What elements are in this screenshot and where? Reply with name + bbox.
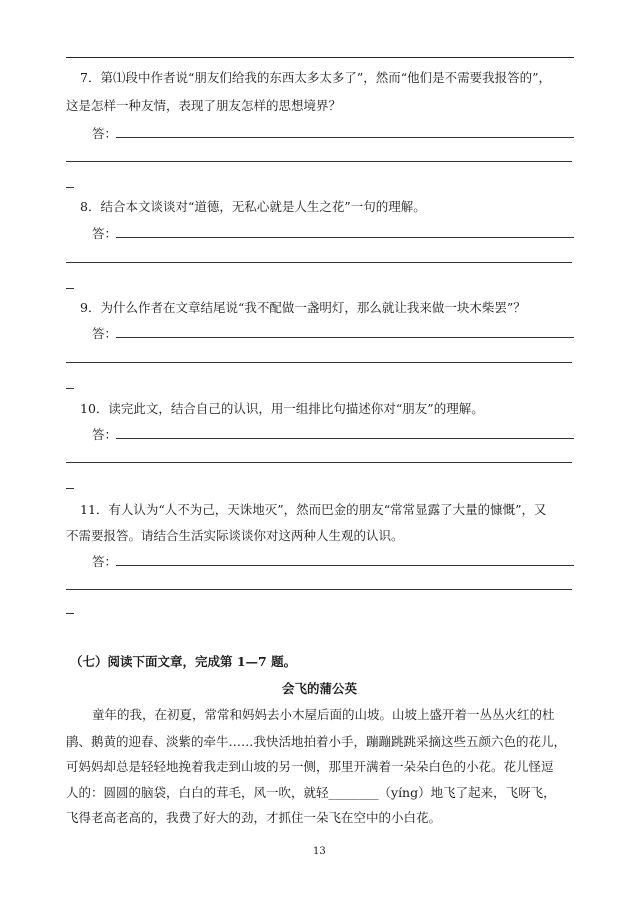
question-7-answer-label: 答： bbox=[92, 126, 118, 141]
question-11-line-1: 11．有人认为“人不为己，天诛地灭”，然而巴金的朋友“常常显露了大量的慷慨”，又 bbox=[80, 502, 547, 517]
question-9-answer-line-3[interactable] bbox=[66, 388, 74, 389]
question-10-answer-line-3[interactable] bbox=[66, 488, 74, 489]
question-8-answer-line-2[interactable] bbox=[66, 262, 572, 263]
question-7-answer-line-1[interactable] bbox=[116, 137, 574, 138]
question-11-answer-line-1[interactable] bbox=[116, 565, 574, 566]
question-11-answer-line-2[interactable] bbox=[66, 589, 572, 590]
question-7-line-2: 这是怎样一种友情，表现了朋友怎样的思想境界？ bbox=[66, 98, 342, 113]
question-10-line-1: 10．读完此文，结合自己的认识，用一组排比句描述你对“朋友”的理解。 bbox=[80, 401, 484, 416]
question-9-answer-line-1[interactable] bbox=[116, 337, 574, 338]
question-9-answer-line-2[interactable] bbox=[66, 362, 572, 363]
question-11-line-2: 不需要报答。请结合生活实际谈谈你对这两种人生观的认识。 bbox=[66, 528, 404, 543]
question-11-answer-line-3[interactable] bbox=[66, 613, 74, 614]
article-title: 会飞的蒲公英 bbox=[282, 681, 358, 696]
question-8-answer-line-3[interactable] bbox=[66, 288, 74, 289]
question-7-line-1: 7．第⑴段中作者说“朋友们给我的东西太多太多了”，然而“他们是不需要我报答的”， bbox=[80, 70, 552, 85]
header-rule bbox=[66, 57, 574, 58]
paragraph-line-3: 可妈妈却总是轻轻地挽着我走到山坡的另一侧，那里开满着一朵朵白色的小花。花儿怪逗 bbox=[66, 759, 554, 774]
question-8-line-1: 8．结合本文谈谈对“道德，无私心就是人生之花”一句的理解。 bbox=[80, 199, 426, 214]
question-7-answer-line-3[interactable] bbox=[66, 187, 74, 188]
question-7-answer-line-2[interactable] bbox=[66, 161, 572, 162]
paragraph-line-1: 童年的我，在初夏，常常和妈妈去小木屋后面的山坡。山坡上盛开着一丛丛火红的杜 bbox=[92, 707, 555, 722]
question-10-answer-line-1[interactable] bbox=[116, 438, 574, 439]
paragraph-line-5: 飞得老高老高的，我费了好大的劲，才抓住一朵飞在空中的小白花。 bbox=[66, 810, 442, 825]
question-8-answer-line-1[interactable] bbox=[116, 237, 574, 238]
question-9-line-1: 9．为什么作者在文章结尾说“我不配做一盏明灯，那么就让我来做一块木柴罢”？ bbox=[80, 300, 526, 315]
section-heading: （七）阅读下面文章，完成第 1—7 题。 bbox=[70, 654, 297, 669]
question-11-answer-label: 答： bbox=[92, 554, 118, 569]
question-8-answer-label: 答： bbox=[92, 226, 118, 241]
question-9-answer-label: 答： bbox=[92, 326, 118, 341]
paragraph-line-2: 鹃、鹅黄的迎春、淡紫的牵牛……我快活地拍着小手，蹦蹦跳跳采摘这些五颜六色的花儿， bbox=[66, 734, 567, 749]
paragraph-line-4: 人的：圆圆的脑袋，白白的茸毛，风一吹，就轻________（yíng）地飞了起来，飞呀飞， bbox=[66, 785, 556, 800]
page-number: 13 bbox=[313, 846, 326, 857]
question-10-answer-line-2[interactable] bbox=[66, 462, 572, 463]
question-10-answer-label: 答： bbox=[92, 427, 118, 442]
